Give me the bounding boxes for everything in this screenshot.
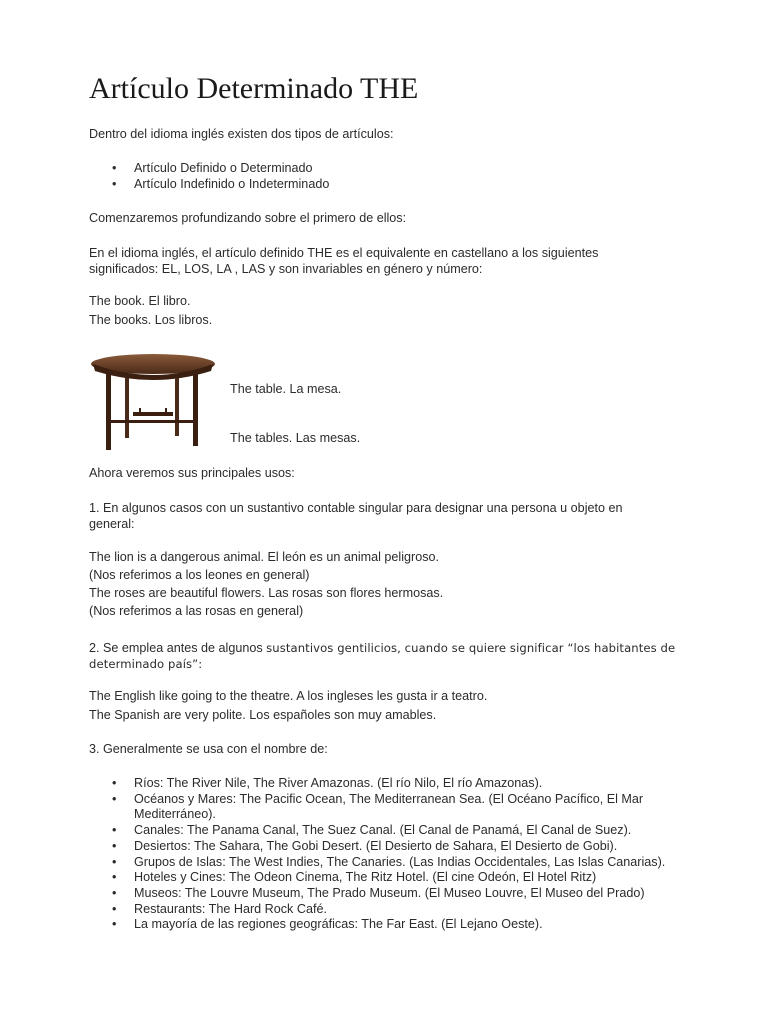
example-lion-note: (Nos referimos a los leones en general) bbox=[89, 568, 310, 582]
list-item: • Océanos y Mares: The Pacific Ocean, The Mediterranean Sea. (El Océano Pacífico, El Mar Mediterráneo). bbox=[89, 792, 694, 823]
list-item: • Artículo Indefinido o Indeterminado bbox=[89, 177, 694, 193]
list-item: • Grupos de Islas: The West Indies, The Canaries. (Las Indias Occidentales, Las Islas Canarias). bbox=[89, 855, 694, 871]
list-item: • Museos: The Louvre Museum, The Prado Museum. (El Museo Louvre, El Museo del Prado) bbox=[89, 886, 694, 902]
example-roses-note: (Nos referimos a las rosas en general) bbox=[89, 604, 304, 618]
example-english: The English like going to the theatre. A los ingleses les gusta ir a teatro. bbox=[89, 689, 488, 703]
list-item: • Ríos: The River Nile, The River Amazonas. (El río Nilo, El río Amazonas). bbox=[89, 776, 694, 792]
example-books: The books. Los libros. bbox=[89, 313, 213, 327]
article-types-list bbox=[89, 161, 694, 192]
proper-names-list bbox=[89, 776, 694, 933]
example-lion: The lion is a dangerous animal. El león es un animal peligroso. bbox=[89, 550, 440, 564]
use-2-text-b: sustantivos gentilicios, cuando se quiere significar “los habitantes de bbox=[266, 641, 676, 655]
use-2-line-2: determinado país”: bbox=[89, 657, 203, 671]
use-2-text-a: 2. Se emplea antes de algunos bbox=[89, 641, 267, 655]
intro-paragraph: Dentro del idioma inglés existen dos tipos de artículos: bbox=[89, 127, 394, 141]
example-roses: The roses are beautiful flowers. Las rosas son flores hermosas. bbox=[89, 586, 444, 600]
list-item: • Artículo Definido o Determinado bbox=[89, 161, 694, 177]
page-title: Artículo Determinado THE bbox=[89, 72, 419, 105]
example-book: The book. El libro. bbox=[89, 294, 191, 308]
example-table: The table. La mesa. bbox=[230, 382, 342, 396]
list-item: • Desiertos: The Sahara, The Gobi Desert. (El Desierto de Sahara, El Desierto de Gobi). bbox=[89, 839, 694, 855]
use-1-line-2: general: bbox=[89, 517, 135, 531]
use-3-heading: 3. Generalmente se usa con el nombre de: bbox=[89, 742, 328, 756]
use-2-line-1 bbox=[89, 640, 675, 656]
definition-line-2: significados: EL, LOS, LA , LAS y son invariables en género y número: bbox=[89, 262, 483, 276]
example-spanish: The Spanish are very polite. Los españoles son muy amables. bbox=[89, 708, 437, 722]
list-item: • La mayoría de las regiones geográficas: The Far East. (El Lejano Oeste). bbox=[89, 917, 694, 933]
uses-intro: Ahora veremos sus principales usos: bbox=[89, 466, 295, 480]
example-tables: The tables. Las mesas. bbox=[230, 431, 361, 445]
list-item: • Restaurants: The Hard Rock Café. bbox=[89, 902, 694, 918]
definition-line-1: En el idioma inglés, el artículo definido THE es el equivalente en castellano a los siguientes bbox=[89, 246, 599, 260]
use-1-line-1: 1. En algunos casos con un sustantivo contable singular para designar una persona u objeto en bbox=[89, 501, 623, 515]
list-item: • Canales: The Panama Canal, The Suez Canal. (El Canal de Panamá, El Canal de Suez). bbox=[89, 823, 694, 839]
list-item: • Hoteles y Cines: The Odeon Cinema, The Ritz Hotel. (El cine Odeón, El Hotel Ritz) bbox=[89, 870, 694, 886]
start-paragraph: Comenzaremos profundizando sobre el primero de ellos: bbox=[89, 211, 407, 225]
wooden-table-image bbox=[89, 352, 219, 452]
